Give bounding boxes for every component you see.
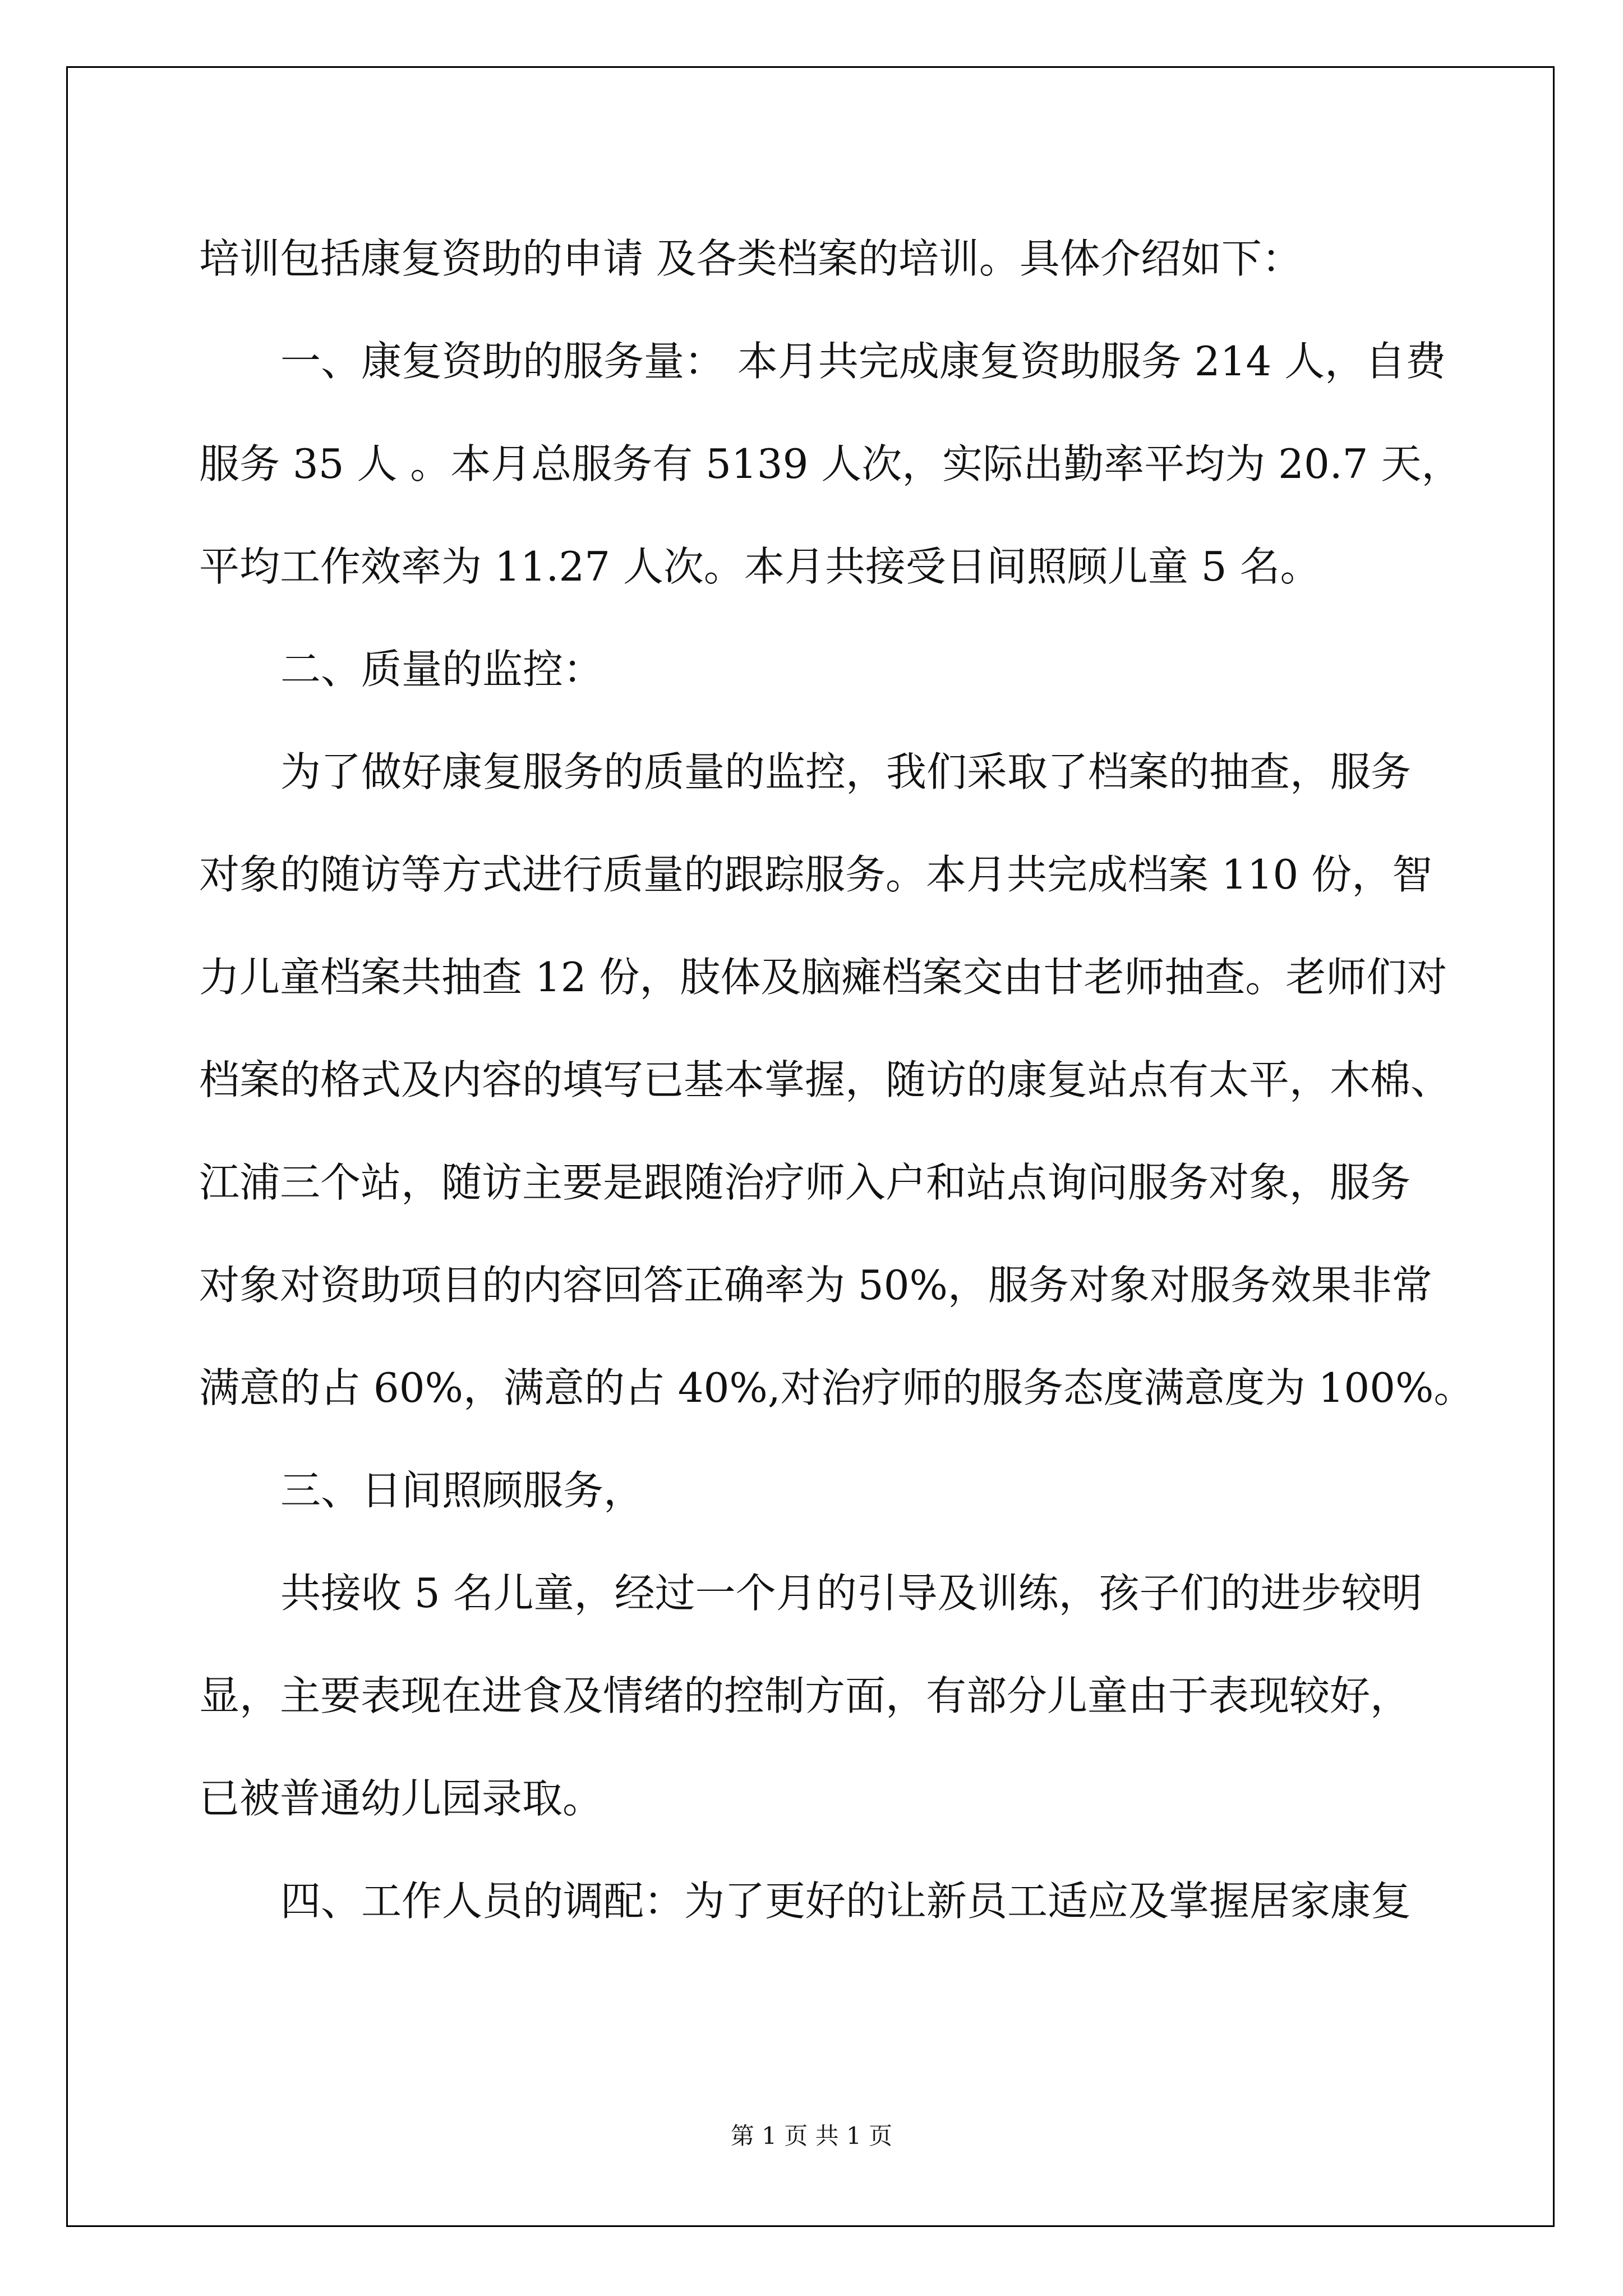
text-line: 力儿童档案共抽查 12 份，肢体及脑瘫档案交由甘老师抽查。老师们对	[199, 954, 1447, 1001]
page-footer: 第 1 页 共 1 页	[730, 2122, 893, 2150]
text-line: 档案的格式及内容的填写已基本掌握，随访的康复站点有太平，木棉、	[199, 1056, 1451, 1103]
text-line: 服务 35 人 。本月总服务有 5139 人次，实际出勤率平均为 20.7 天，	[199, 440, 1462, 487]
text-line: 显，主要表现在进食及情绪的控制方面，有部分儿童由于表现较好，	[199, 1672, 1411, 1719]
text-line: 四、工作人员的调配：为了更好的让新员工适应及掌握居家康复	[280, 1878, 1412, 1925]
document-body	[199, 208, 1474, 1953]
section-heading: 三、日间照顾服务，	[280, 1467, 644, 1514]
text-line: 一、康复资助的服务量： 本月共完成康复资助服务 214 人，自费	[280, 338, 1446, 385]
text-line: 平均工作效率为 11.27 人次。本月共接受日间照顾儿童 5 名。	[199, 543, 1321, 590]
text-line: 对象的随访等方式进行质量的跟踪服务。本月共完成档案 110 份，智	[199, 851, 1433, 898]
text-line: 对象对资助项目的内容回答正确率为 50%，服务对象对服务效果非常	[199, 1262, 1432, 1309]
text-line: 江浦三个站，随访主要是跟随治疗师入户和站点询问服务对象，服务	[199, 1159, 1411, 1206]
text-line: 满意的占 60%，满意的占 40%,对治疗师的服务态度满意度为 100%。	[199, 1364, 1474, 1411]
text-line: 共接收 5 名儿童，经过一个月的引导及训练，孩子们的进步较明	[280, 1570, 1422, 1617]
section-heading: 二、质量的监控：	[280, 646, 604, 693]
text-line: 为了做好康复服务的质量的监控，我们采取了档案的抽查，服务	[280, 748, 1412, 795]
text-line: 已被普通幼儿园录取。	[199, 1775, 603, 1822]
text-line: 培训包括康复资助的申请 及各类档案的培训。具体介绍如下：	[199, 235, 1302, 282]
